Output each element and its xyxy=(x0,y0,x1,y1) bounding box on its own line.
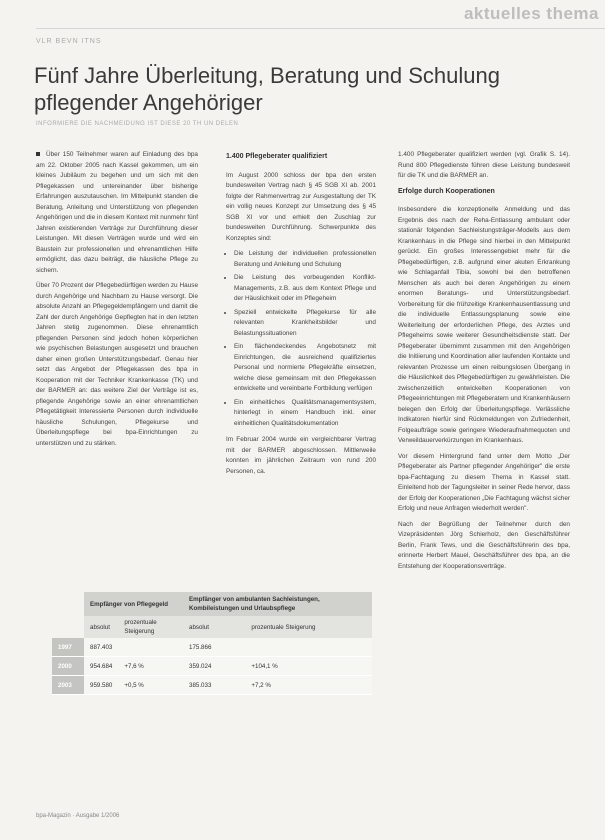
year-cell: 2003 xyxy=(52,676,84,695)
table-cell xyxy=(118,638,183,657)
header-rule xyxy=(36,28,605,29)
table-cell: 359.024 xyxy=(183,657,245,676)
paragraph: Im August 2000 schloss der bpa den ersten bundesweiten Vertrag nach § 45 SGB XI ab. 2001 folgte der Rahmenvertrag zur Ausgestaltung der TK ein vollig neues Konzept zur Umsetzung des § 45 SGB XI vor und erhielt den Zuschlag zur bundesweiten Durchführung. Schwerpunkte des Konzeptes sind: xyxy=(226,171,376,242)
paragraph: Insbesondere die konzeptionelle Anmeldung und das Ergebnis des nach der Reha-Entlassung ambulant oder stationär folgenden Sachleistungsträger-Modells aus dem Krankenhaus in die Pflege sind hierbei in den Mittelpunkt gerückt. Ein großes Interessengebiet mehr für die Pflegebedürftigen, z.B. aufgrund einer akuten Erkrankung wie Schlaganfall Tibia, sowohl bei den betroffenen Menschen als auch bei deren Angehörigen zu einem enormen Beratungs- und Unterstützungsbedarf. Vorbereitung für die frühzeitige Krankenhausentlassung und die individuelle Entlassungsplanung sowie eine Weiterleitung der erforderlichen Pflege, des Arztes und Pflegeheims sowie weiterer Gesundheitsdienste statt. Der Pflegeberater übernimmt zusammen mit den Angehörigen die Initiierung und Koordination aller laufenden Kontakte und relevanten Prozesse um einen reibungslosen Übergang in die Häuslichkeit des Pflegebedürftigen zu gewährleisten. Die zwischenzeitlich entwickelten Kooperationen von Pflegeeinrichtungen mit Pflegeberatern und Krankenhäusern belegen den Erfolg der Überleitungspflege. Verlässliche Indikatoren hierfür sind Rückmeldungen von Zufriedenheit, Folgeaufträge sowie geringere Wiederaufnahmequoten und Verweildauerverkürzungen im Krankenhaus. xyxy=(398,206,570,444)
column-2 xyxy=(226,150,376,482)
page-footer: bpa-Magazin · Ausgabe 1/2006 xyxy=(36,813,120,819)
paragraph: 1.400 Pflegeberater qualifiziert werden (vgl. Grafik S. 14). Rund 800 Pflegedienste führen diese Leistung bundesweit für die TK und die BARMER an. xyxy=(398,151,570,179)
table-cell: +104,1 % xyxy=(245,657,372,676)
table-cell: 954.684 xyxy=(84,657,118,676)
table-cell: +7,6 % xyxy=(118,657,183,676)
table-corner xyxy=(52,616,84,638)
table-corner xyxy=(52,592,84,616)
list-item: • Ein flächendeckendes Angebotsnetz mit Einrichtungen, die ausreichend qualifiziertes Personal und normierte Pflegekräfte einsetzen, welche diese gemeinsam mit den Pflegekassen entwickelte und vereinbarte Fortbildung verfügen xyxy=(234,342,376,395)
table-cell: +7,2 % xyxy=(245,676,372,695)
paragraph: Über 70 Prozent der Pflegebedürftigen werden zu Hause durch Angehörige und Nachbarn zu Hause versorgt. Die absolute Anzahl an Pflegegeldempfängern und damit die Zahl der durch Angehörige Gepflegten hat in den letzten Jahren stetig zugenommen. Diese ehrenamtlich pflegenden Personen sind jedoch hohen körperlichen wie psychischen Belastungen ausgesetzt und brauchen daher einen großen Unterstützungsbedarf. Genau hier setzt das Angebot der Pflegekassen des bpa in Kooperation mit der Techniker Krankenkasse (TK) und der BARMER an: das weitere Ziel der Verträge ist es, pflegende Angehörige sowie an einer ehrenamtlichen Pflegetätigkeit Interessierte Personen durch individuelle häusliche Schulungen, Pflegekurse und Überleitungspflege bei bpa-Einrichtungen zu unterstützen und zu stärken. xyxy=(36,282,198,447)
paragraph-text: Über 150 Teilnehmer waren auf Einladung des bpa am 22. Oktober 2005 nach Kassel gekommen, um ein kleines Jubiläum zu begehen und um sich mit den Pflegekassen und untereinander über bisherige Erfahrungen auszutauschen. Im Mittelpunkt standen die Beratung, Anleitung und Unterstützung von pflegenden Angehörigen und die in diesem Kontext mit nunmehr fünf Jahren existierenden Verträge zur Durchführung dieser Leistungen. Mit diesen Verträgen wurde und wird ein Baustein zur professionellen und ehrenamtlichen Hilfe ermöglicht, das dazu beiträgt, die häusliche Pflege zu sichern. xyxy=(36,151,198,274)
table-cell: +0,5 % xyxy=(118,676,183,695)
page-title: Fünf Jahre Überleitung, Beratung und Schulung pflegender Angehöriger xyxy=(34,63,500,115)
column-header: absolut xyxy=(183,616,245,638)
table-row xyxy=(52,657,372,676)
column-header: prozentuale Steigerung xyxy=(118,616,183,638)
column-header: prozentuale Steigerung xyxy=(245,616,372,638)
table-row xyxy=(52,638,372,657)
list-item: • Ein einheitliches Qualitätsmanagementsystem, hinterlegt in einem Handbuch inkl. einer einheitlichen Qualitätsdokumentation xyxy=(234,398,376,430)
table-cell: 959.580 xyxy=(84,676,118,695)
table-cell: 385.033 xyxy=(183,676,245,695)
table-row xyxy=(52,676,372,695)
column-header: absolut xyxy=(84,616,118,638)
column-1 xyxy=(36,150,198,454)
kicker: VLR BEVN ITNS xyxy=(36,38,102,45)
paragraph: Im Februar 2004 wurde ein vergleichbarer Vertrag mit der BARMER abgeschlossen. Mittlerweile konnten im jährlichen Zeitraum von rund 200 Personen, ca. xyxy=(226,436,376,475)
list-item: • Die Leistung des vorbeugenden Konflikt-Managements, z.B. aus dem Kontext Pflege und der Häuslichkeit oder im Pflegeheim xyxy=(234,273,376,305)
list-item: • Die Leistung der individuellen professionellen Beratung und Anleitung und Schulung xyxy=(234,249,376,270)
section-tag: aktuelles thema xyxy=(463,4,599,23)
paragraph: Vor diesem Hintergrund fand unter dem Motto „Der Pflegeberater als Partner pflegender Angehöriger" die erste bpa-Fachtagung zu diesem Thema in Kassel statt. Einleitend hob der Tagungsleiter in seiner Rede hervor, dass der Erfolg der Kooperationen „Die Fachtagung wächst sicher Erfolg und neue Anfragen wiederholt werden". xyxy=(398,452,570,512)
statistics-table xyxy=(52,592,372,695)
table-header: Empfänger von Pflegegeld xyxy=(84,592,183,616)
bullet-list xyxy=(226,249,376,429)
year-cell: 1997 xyxy=(52,638,84,657)
paragraph: Nach der Begrüßung der Teilnehmer durch den Vizepräsidenten Jörg Schierholz, den Geschäftsführer Berlin, Frank Tews, und die Geschäftsführerin des bpa, erinnerte Herbert Mauel, Geschäftsführer des bpa, an die Entstehung der Kooperationsverträge. xyxy=(398,520,570,570)
section-heading: 1.400 Pflegeberater qualifiziert xyxy=(226,153,328,160)
column-3 xyxy=(398,150,570,577)
paragraph xyxy=(36,150,198,276)
table-cell xyxy=(245,638,372,657)
table-header: Empfänger von ambulanten Sachleistungen, Kombileistungen und Urlaubspflege xyxy=(183,592,372,616)
table-cell: 175.866 xyxy=(183,638,245,657)
square-bullet-icon xyxy=(36,152,40,156)
section-heading: Erfolge durch Kooperationen xyxy=(398,187,495,195)
table-cell: 887.403 xyxy=(84,638,118,657)
subtitle: INFORMIERE DIE NACHMEIDUNG IST DIESE 20 TH UN DELEN xyxy=(36,121,239,127)
list-item: • Speziell entwickelte Pflegekurse für alle relevanten Krankheitsbilder und Belastungssituationen xyxy=(234,308,376,340)
year-cell: 2000 xyxy=(52,657,84,676)
